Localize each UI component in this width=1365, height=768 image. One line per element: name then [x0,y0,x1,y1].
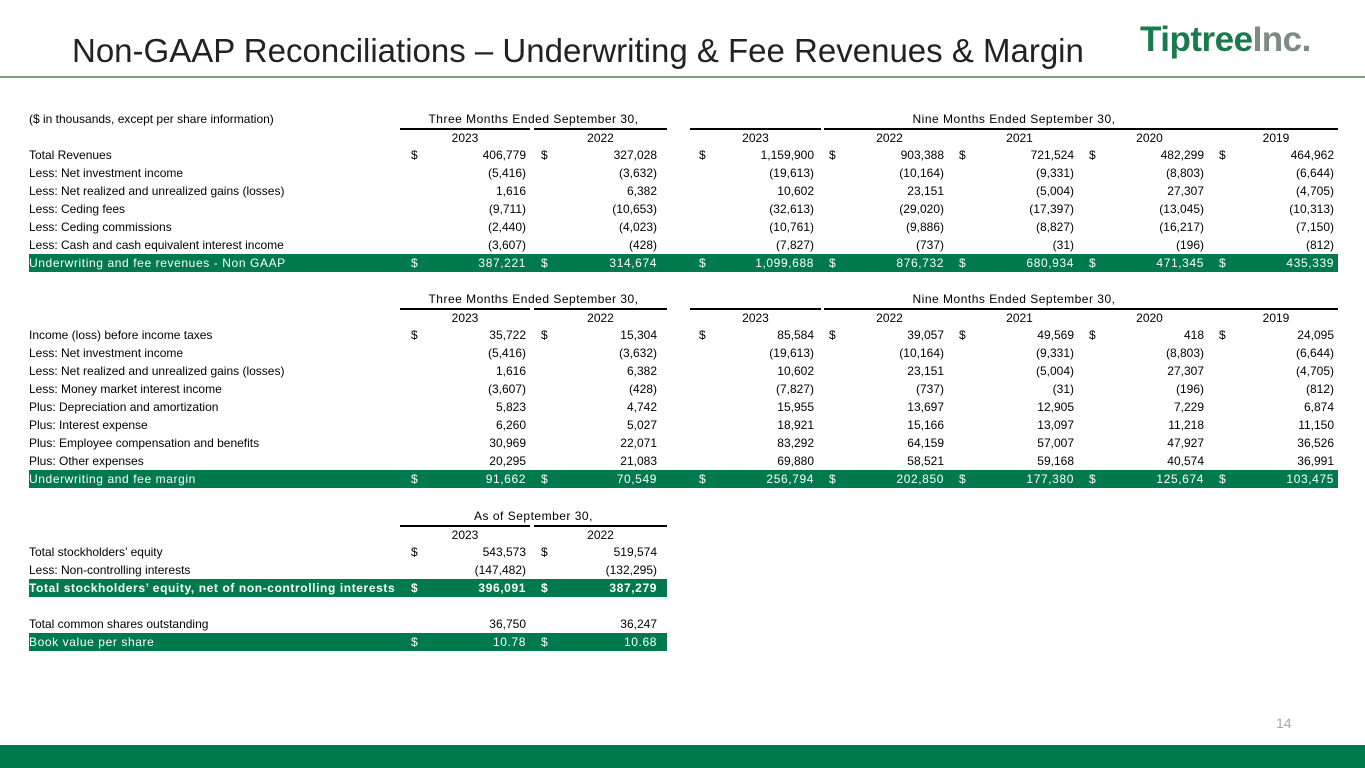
cell-value: 22,071 [620,436,657,450]
cell-value: 13,097 [1037,418,1074,432]
cell-value: (31) [1052,382,1074,396]
row-label: Less: Money market interest income [29,382,222,396]
row-label: Book value per share [29,635,155,649]
cell-value: (4,705) [1295,184,1334,198]
cell-value: 18,921 [777,418,814,432]
underwriting-revenues-table [29,110,1338,272]
cell-value: (4,023) [618,220,657,234]
page-title: Non-GAAP Reconciliations – Underwriting & Fee Revenues & Margin [72,32,1084,69]
currency-symbol: $ [959,328,966,342]
row-label: Total stockholders’ equity [29,545,163,559]
currency-symbol: $ [699,256,707,270]
row-label: Underwriting and fee margin [29,472,196,486]
year-header-row [29,128,1338,146]
cell-value: 202,850 [896,472,944,486]
row-spacer [29,597,667,615]
currency-symbol: $ [1219,472,1227,486]
row-label: Less: Non-controlling interests [29,563,191,577]
currency-symbol: $ [541,545,548,559]
row-label: Less: Net realized and unrealized gains (losses) [29,364,285,378]
cell-value: (3,607) [487,238,526,252]
currency-symbol: $ [541,148,548,162]
currency-symbol: $ [1089,256,1097,270]
cell-value: 69,880 [777,454,814,468]
cell-value: 15,304 [620,328,657,342]
row-label: Less: Cash and cash equivalent interest income [29,238,284,252]
table-row [29,398,1338,416]
cell-value: 27,307 [1167,184,1204,198]
year-header-row [29,525,667,543]
logo-main-text: Tiptree [1140,20,1253,59]
row-label: Income (loss) before income taxes [29,328,213,342]
cell-value: (3,632) [618,346,657,360]
row-label: Less: Net realized and unrealized gains (losses) [29,184,285,198]
cell-value: 435,339 [1286,256,1334,270]
cell-value: (147,482) [474,563,526,577]
cell-value: (7,827) [775,238,814,252]
cell-value: (19,613) [769,346,814,360]
cell-value: (196) [1175,238,1204,252]
cell-value: 418 [1183,328,1204,342]
cell-value: 13,697 [907,400,944,414]
logo-suffix-text: Inc. [1252,20,1311,59]
cell-value: 58,521 [907,454,944,468]
cell-value: 83,292 [777,436,814,450]
total-row [29,470,1338,488]
row-label: Total common shares outstanding [29,617,209,631]
cell-value: 36,526 [1297,436,1334,450]
book-value-table [29,507,667,651]
table-row [29,236,1338,254]
cell-value: 1,159,900 [760,148,814,162]
row-label: Plus: Other expenses [29,454,144,468]
currency-symbol: $ [829,256,837,270]
cell-value: (428) [628,382,657,396]
currency-symbol: $ [959,472,967,486]
cell-value: 519,574 [613,545,657,559]
row-label: Underwriting and fee revenues - Non GAAP [29,256,286,270]
currency-symbol: $ [1089,472,1097,486]
cell-value: 5,027 [626,418,657,432]
year-header: 2019 [1214,308,1338,326]
cell-value: 10,602 [777,364,814,378]
currency-symbol: $ [541,581,549,595]
cell-value: (19,613) [769,166,814,180]
cell-value: (3,607) [487,382,526,396]
currency-symbol: $ [699,472,707,486]
cell-value: 406,779 [482,148,526,162]
currency-symbol: $ [829,328,836,342]
currency-symbol: $ [541,472,549,486]
cell-value: 57,007 [1037,436,1074,450]
currency-symbol: $ [541,635,549,649]
currency-symbol: $ [829,148,836,162]
year-header: 2021 [954,308,1085,326]
table-row [29,452,1338,470]
three-months-header: Three Months Ended September 30, [428,112,639,126]
cell-value: 27,307 [1167,364,1204,378]
cell-value: 543,573 [482,545,526,559]
currency-symbol: $ [959,148,966,162]
cell-value: 36,750 [489,617,526,631]
row-label: Less: Ceding commissions [29,220,172,234]
company-logo [1140,20,1311,60]
cell-value: 30,969 [489,436,526,450]
cell-value: 6,382 [626,184,657,198]
total-row [29,254,1338,272]
cell-value: (737) [915,382,944,396]
cell-value: (5,004) [1035,364,1074,378]
cell-value: (10,164) [899,166,944,180]
cell-value: 177,380 [1026,472,1074,486]
cell-value: (7,150) [1295,220,1334,234]
cell-value: (8,827) [1035,220,1074,234]
row-label: Plus: Employee compensation and benefits [29,436,260,450]
currency-symbol: $ [1219,328,1226,342]
as-of-header: As of September 30, [474,509,593,523]
cell-value: (132,295) [605,563,657,577]
period-header-row [29,507,667,525]
year-header: 2023 [400,308,530,326]
three-months-header: Three Months Ended September 30, [428,292,639,306]
cell-value: (812) [1305,238,1334,252]
cell-value: 12,905 [1037,400,1074,414]
cell-value: 10,602 [777,184,814,198]
cell-value: (812) [1305,382,1334,396]
year-header: 2023 [690,128,821,146]
cell-value: 20,295 [489,454,526,468]
cell-value: 387,221 [478,256,526,270]
cell-value: (10,761) [769,220,814,234]
cell-value: (6,644) [1295,166,1334,180]
row-label: Total stockholders’ equity, net of non-controlling interests [29,581,396,595]
year-header: 2020 [1084,128,1215,146]
cell-value: (9,331) [1035,346,1074,360]
cell-value: 5,823 [495,400,526,414]
cell-value: 7,229 [1173,400,1204,414]
year-header: 2023 [400,128,530,146]
cell-value: (9,886) [905,220,944,234]
cell-value: 11,150 [1298,418,1334,432]
cell-value: (428) [628,238,657,252]
page-number: 14 [1276,715,1292,731]
cell-value: 387,279 [609,581,657,595]
cell-value: 103,475 [1286,472,1334,486]
period-header-row [29,110,1338,128]
cell-value: (10,313) [1289,202,1334,216]
cell-value: 327,028 [613,148,657,162]
currency-symbol: $ [411,472,419,486]
cell-value: (13,045) [1159,202,1204,216]
total-row [29,633,667,651]
cell-value: 40,574 [1167,454,1204,468]
table-row [29,182,1338,200]
year-header: 2023 [400,525,530,543]
cell-value: (3,632) [618,166,657,180]
cell-value: 49,569 [1037,328,1074,342]
currency-symbol: $ [411,148,418,162]
table-row [29,416,1338,434]
cell-value: 876,732 [896,256,944,270]
currency-symbol: $ [829,472,837,486]
cell-value: 10.68 [623,635,657,649]
cell-value: 64,159 [907,436,944,450]
year-header: 2022 [534,525,667,543]
table-row [29,326,1338,344]
nine-months-header: Nine Months Ended September 30, [912,112,1116,126]
table-row [29,344,1338,362]
cell-value: 23,151 [907,184,944,198]
cell-value: 6,260 [495,418,526,432]
cell-value: (17,397) [1029,202,1074,216]
cell-value: (737) [915,238,944,252]
currency-symbol: $ [1089,328,1096,342]
table-units-note: ($ in thousands, except per share information) [29,112,274,126]
cell-value: (5,416) [487,346,526,360]
cell-value: (9,711) [488,202,526,216]
cell-value: 471,345 [1156,256,1204,270]
row-label: Plus: Depreciation and amortization [29,400,219,414]
currency-symbol: $ [411,635,419,649]
cell-value: (32,613) [769,202,814,216]
cell-value: (8,803) [1165,166,1204,180]
cell-value: (29,020) [899,202,944,216]
cell-value: 39,057 [907,328,944,342]
currency-symbol: $ [541,256,549,270]
row-label: Less: Net investment income [29,166,184,180]
table-row [29,200,1338,218]
table-row [29,434,1338,452]
cell-value: 85,584 [777,328,814,342]
cell-value: (2,440) [487,220,526,234]
currency-symbol: $ [411,256,419,270]
row-label: Total Revenues [29,148,112,162]
cell-value: 125,674 [1156,472,1204,486]
cell-value: (10,653) [612,202,657,216]
table-row [29,362,1338,380]
currency-symbol: $ [411,545,418,559]
cell-value: 15,166 [907,418,944,432]
cell-value: 314,674 [609,256,657,270]
cell-value: 721,524 [1030,148,1074,162]
year-header: 2019 [1214,128,1338,146]
cell-value: (5,416) [487,166,526,180]
cell-value: 1,616 [495,364,526,378]
cell-value: 11,218 [1168,418,1204,432]
cell-value: 680,934 [1026,256,1074,270]
footer-bar [0,745,1365,768]
cell-value: (7,827) [775,382,814,396]
period-header-row [29,290,1338,308]
cell-value: (8,803) [1165,346,1204,360]
table-row [29,380,1338,398]
table-row [29,615,667,633]
row-label: Less: Ceding fees [29,202,126,216]
cell-value: (6,644) [1295,346,1334,360]
underwriting-margin-table [29,290,1338,488]
year-header: 2023 [690,308,821,326]
cell-value: (196) [1175,382,1204,396]
currency-symbol: $ [699,328,706,342]
year-header-row [29,308,1338,326]
cell-value: 91,662 [485,472,526,486]
cell-value: 23,151 [907,364,944,378]
cell-value: (4,705) [1295,364,1334,378]
cell-value: 464,962 [1290,148,1334,162]
currency-symbol: $ [411,581,419,595]
cell-value: 4,742 [626,400,657,414]
cell-value: (16,217) [1159,220,1204,234]
year-header: 2021 [954,128,1085,146]
cell-value: 36,991 [1297,454,1334,468]
cell-value: 59,168 [1037,454,1074,468]
table-row [29,543,667,561]
year-header: 2022 [824,128,955,146]
row-label: Less: Net investment income [29,346,184,360]
cell-value: 1,099,688 [755,256,814,270]
currency-symbol: $ [541,328,548,342]
year-header: 2022 [534,128,667,146]
cell-value: 396,091 [478,581,526,595]
nine-months-header: Nine Months Ended September 30, [912,292,1116,306]
cell-value: 6,874 [1303,400,1334,414]
table-row [29,146,1338,164]
title-divider [0,76,1365,78]
cell-value: 15,955 [777,400,814,414]
year-header: 2022 [534,308,667,326]
total-row [29,579,667,597]
year-header: 2022 [824,308,955,326]
cell-value: (9,331) [1035,166,1074,180]
cell-value: 35,722 [489,328,526,342]
currency-symbol: $ [411,328,418,342]
cell-value: 24,095 [1297,328,1334,342]
currency-symbol: $ [699,148,706,162]
year-header: 2020 [1084,308,1215,326]
cell-value: 10.78 [492,635,526,649]
table-row [29,218,1338,236]
table-row [29,561,667,579]
table-row [29,164,1338,182]
cell-value: (31) [1052,238,1074,252]
currency-symbol: $ [1219,256,1227,270]
cell-value: 482,299 [1160,148,1204,162]
currency-symbol: $ [1089,148,1096,162]
cell-value: 21,083 [620,454,657,468]
row-label: Plus: Interest expense [29,418,148,432]
cell-value: 36,247 [620,617,657,631]
cell-value: (5,004) [1035,184,1074,198]
currency-symbol: $ [1219,148,1226,162]
cell-value: 6,382 [626,364,657,378]
cell-value: 70,549 [616,472,657,486]
currency-symbol: $ [959,256,967,270]
cell-value: 256,794 [766,472,814,486]
cell-value: 1,616 [495,184,526,198]
cell-value: 903,388 [900,148,944,162]
cell-value: 47,927 [1167,436,1204,450]
cell-value: (10,164) [899,346,944,360]
